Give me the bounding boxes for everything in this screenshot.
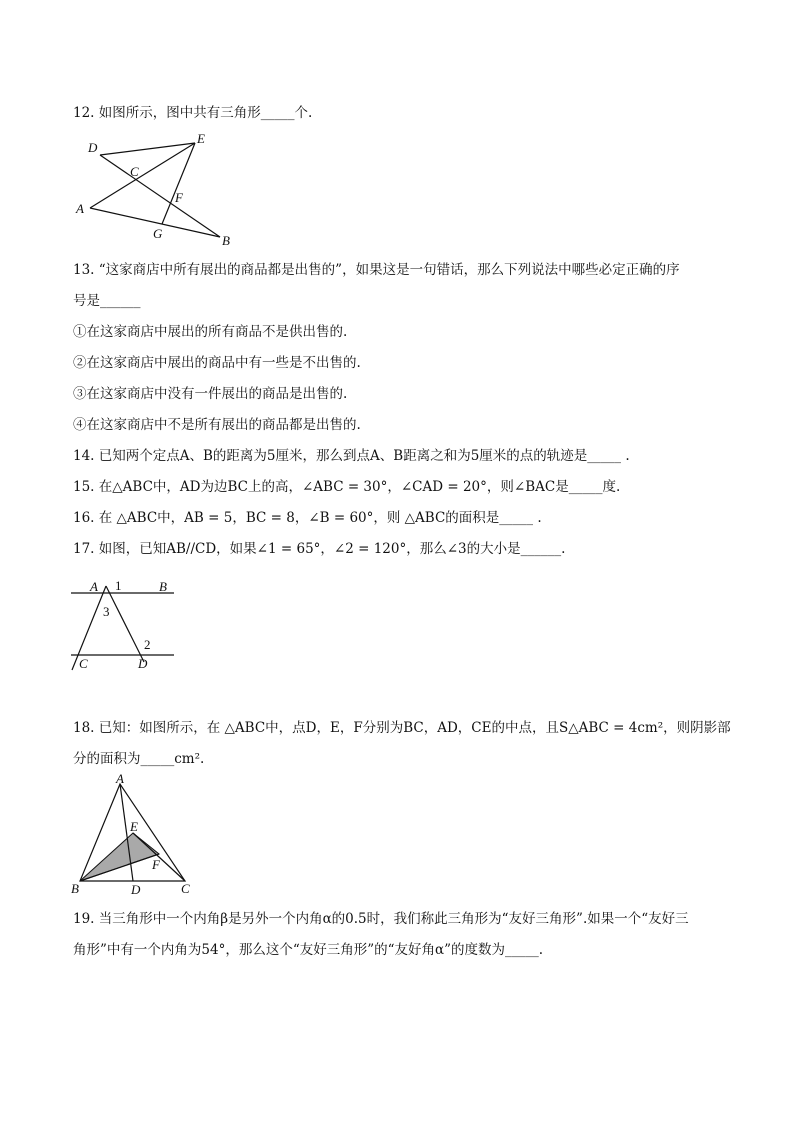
shaded-region xyxy=(80,833,159,881)
label-C: C xyxy=(181,881,190,896)
label-E: E xyxy=(197,131,205,146)
label-D: D xyxy=(88,140,98,155)
label-B: B xyxy=(222,233,230,248)
label-C: C xyxy=(130,164,139,179)
label-A: A xyxy=(76,201,84,216)
label-F: F xyxy=(175,190,183,205)
question-14-text: 14. 已知两个定点A、B的距离为5厘米，那么到点A、B距离之和为5厘米的点的轨迹是_____ . xyxy=(73,448,630,464)
question-18-figure xyxy=(66,772,196,900)
question-13-option-3: ③在这家商店中没有一件展出的商品是出售的. xyxy=(73,386,348,402)
label-angle-2: 2 xyxy=(144,637,151,652)
label-A: A xyxy=(116,772,124,786)
question-13-line1: 13. “这家商店中所有展出的商品都是出售的”，如果这是一句错话，那么下列说法中哪些必定正确的序 xyxy=(73,262,680,278)
label-C: C xyxy=(79,656,88,671)
question-13-line2: 号是______ xyxy=(73,293,141,309)
label-F: F xyxy=(152,857,160,872)
label-B: B xyxy=(71,881,79,896)
label-G: G xyxy=(153,226,163,241)
label-D: D xyxy=(138,656,148,671)
label-B: B xyxy=(159,579,167,594)
question-19-line1: 19. 当三角形中一个内角β是另外一个内角α的0.5时，我们称此三角形为“友好三角形”.如果一个“友好三 xyxy=(73,911,689,927)
question-18-line1: 18. 已知：如图所示，在 △ABC中，点D，E，F分别为BC，AD，CE的中点，且S△ABC = 4cm²，则阴影部 xyxy=(73,720,731,736)
question-13-option-4: ④在这家商店中不是所有展出的商品都是出售的. xyxy=(73,417,361,433)
question-13-option-1: ①在这家商店中展出的所有商品不是供出售的. xyxy=(73,324,348,340)
question-16-text: 16. 在 △ABC中，AB = 5，BC = 8，∠B = 60°，则 △ABC的面积是_____ . xyxy=(73,510,542,526)
label-A: A xyxy=(90,579,98,594)
question-17-figure xyxy=(66,574,186,674)
label-angle-1: 1 xyxy=(115,578,122,593)
label-D: D xyxy=(131,882,141,897)
question-15-text: 15. 在△ABC中，AD为边BC上的高，∠ABC = 30°，∠CAD = 20°，则∠BAC是_____度. xyxy=(73,479,621,495)
question-12-figure xyxy=(70,128,240,250)
question-13-option-2: ②在这家商店中展出的商品中有一些是不出售的. xyxy=(73,355,361,371)
label-E: E xyxy=(130,819,138,834)
question-19-line2: 角形”中有一个内角为54°，那么这个“友好三角形”的“友好角α”的度数为_____. xyxy=(73,942,544,958)
question-12-text: 12. 如图所示，图中共有三角形_____个. xyxy=(73,105,313,121)
question-18-line2: 分的面积为_____cm². xyxy=(73,751,205,767)
question-17-text: 17. 如图，已知AB//CD，如果∠1 = 65°，∠2 = 120°，那么∠3的大小是______. xyxy=(73,541,566,557)
label-angle-3: 3 xyxy=(103,604,110,619)
